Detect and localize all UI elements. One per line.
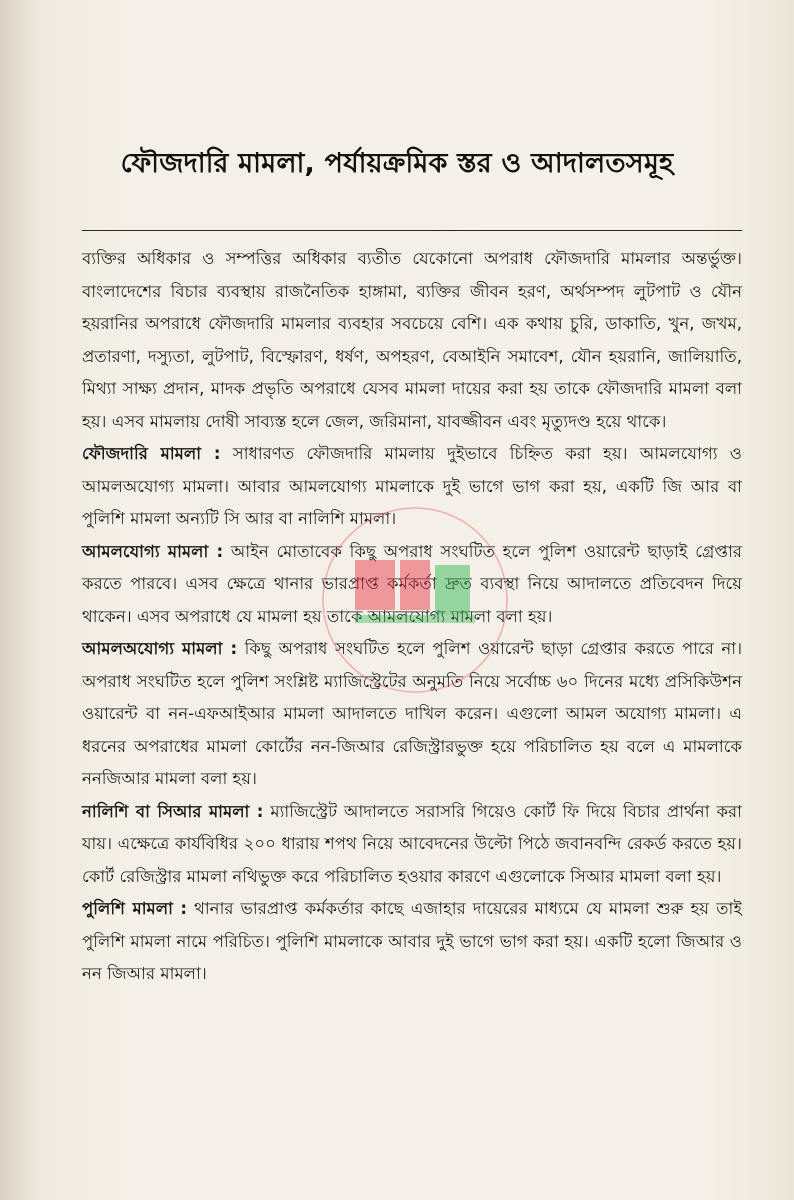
paragraph-text: ব্যক্তির অধিকার ও সম্পত্তির অধিকার ব্যতীত যেকোনো অপরাধ ফৌজদারি মামলার অন্তর্ভুক্ত। বাংলাদেশের বিচার ব্যবস্থায় রাজনৈতিক হাঙ্গামা, ব্যক্তির জীবন হরণ, অর্থসম্পদ লুটপাট ও যৌন হয়রানির অপরাধে ফৌজদারি মামলার ব্যবহার সবচেয়ে বেশি। এক কথায় চুরি, ডাকাতি, খুন, জখম, প্রতারণা, দস্যুতা, লুটপাট, বিস্ফোরণ, ধর্ষণ, অপহরণ, বেআইনি সমাবেশ, যৌন হয়রানি, জালিয়াতি, মিথ্যা সাক্ষ্য প্রদান, মাদক প্রভৃতি অপরাধে যেসব মামলা দায়ের করা হয় তাকে ফৌজদারি মামলা বলা হয়। এসব মামলায় দোষী সাব্যস্ত হলে জেল, জরিমানা, যাবজ্জীবন এবং মৃত্যুদণ্ড হয়ে থাকে। — [82, 249, 742, 431]
paragraph-text: আইন মোতাবেক কিছু অপরাধ সংঘটিত হলে পুলিশ ওয়ারেন্ট ছাড়াই গ্রেপ্তার করতে পারবে। এসব ক্ষেত্রে থানার ভারপ্রাপ্ত কর্মকর্তা দ্রুত ব্যবস্থা নিয়ে আদালতে প্রতিবেদন দিয়ে থাকেন। এসব অপরাধে যে মামলা হয় তাকে আমলযোগ্য মামলা বলা হয়। — [82, 541, 742, 626]
paragraph-heading: আমলযোগ্য মামলা : — [82, 541, 224, 561]
paragraph-heading: নালিশি বা সিআর মামলা : — [82, 801, 264, 821]
paragraph-heading: ফৌজদারি মামলা : — [82, 444, 221, 463]
paragraph-text: সাধারণত ফৌজদারি মামলায় দুইভাবে চিহ্নিত করা হয়। আমলযোগ্য ও আমলঅযোগ্য মামলা। আবার আমলযোগ্য মামলাকে দুই ভাগে ভাগ করা হয়, একটি জি আর বা পুলিশি মামলা অন্যটি সি আর বা নালিশি মামলা। — [82, 444, 742, 528]
paragraph — [82, 536, 742, 634]
page-title: ফৌজদারি মামলা, পর্যায়ক্রমিক স্তর ও আদালতসমূহ — [120, 148, 674, 179]
paragraph-heading: আমলঅযোগ্য মামলা : — [82, 639, 238, 658]
paragraph-text: থানার ভারপ্রাপ্ত কর্মকর্তার কাছে এজাহার দায়েরের মাধ্যমে যে মামলা শুরু হয় তাই পুলিশি মামলা নামে পরিচিত। পুলিশি মামলাকে আবার দুই ভাগে ভাগ করা হয়। একটি হলো জিআর ও নন জিআর মামলা। — [82, 899, 742, 983]
paragraph — [82, 633, 742, 796]
paragraph — [82, 796, 742, 894]
paragraph — [82, 243, 742, 438]
body-text — [82, 243, 742, 991]
paragraph-text: ম্যাজিস্ট্রেট আদালতে সরাসরি গিয়েও কোর্ট ফি দিয়ে বিচার প্রার্থনা করা যায়। এক্ষেত্রে কার্যবিধির ২০০ ধারায় শপথ নিয়ে আবেদনের উল্টো পিঠে জবানবন্দি রেকর্ড করতে হয়। কোর্ট রেজিস্ট্রার মামলা নথিভুক্ত করে পরিচালিত হওয়ার কারণে এগুলোকে সিআর মামলা বলা হয়। — [82, 801, 742, 886]
title-divider — [82, 230, 742, 231]
paragraph — [82, 438, 742, 536]
paragraph-heading: পুলিশি মামলা : — [82, 899, 188, 918]
paragraph-text: কিছু অপরাধ সংঘটিত হলে পুলিশ ওয়ারেন্ট ছাড়া গ্রেপ্তার করতে পারে না। অপরাধ সংঘটিত হলে পুলিশ সংশ্লিষ্ট ম্যাজিস্ট্রেটের অনুমতি নিয়ে সর্বোচ্চ ৬০ দিনের মধ্যে প্রসিকিউশন ওয়ারেন্ট বা নন-এফআইআর মামলা আদালতে দাখিল করেন। এগুলো আমল অযোগ্য মামলা। এ ধরনের অপরাধের মামলা কোর্টের নন-জিআর রেজিস্ট্রারভুক্ত হয়ে পরিচালিত হয় বলে এ মামলাকে ননজিআর মামলা বলা হয়। — [82, 639, 743, 788]
paragraph — [82, 893, 742, 991]
